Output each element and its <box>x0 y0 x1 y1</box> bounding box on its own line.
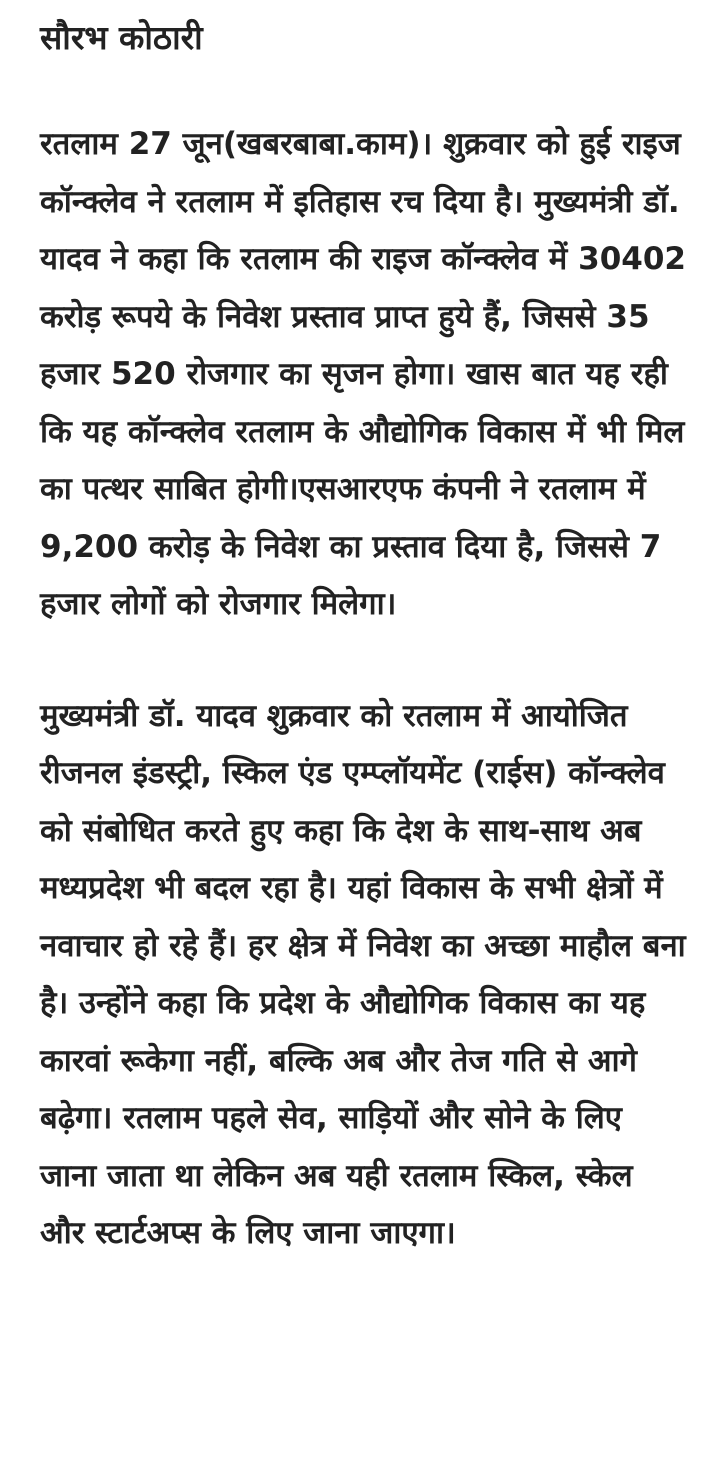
article-paragraph-2: मुख्यमंत्री डॉ. यादव शुक्रवार को रतलाम में आयोजित रीजनल इंडस्ट्री, स्किल एंड एम्प्लॉयमेंट (राईस) कॉन्क्लेव को संबोधित करते हुए कहा कि देश के साथ-साथ अब मध्यप्रदेश भी बदल रहा है। यहां विकास के सभी क्षेत्रों में नवाचार हो रहे हैं। हर क्षेत्र में निवेश का अच्छा माहौल बना है। उन्होंने कहा कि प्रदेश के औद्योगिक विकास का यह कारवां रूकेगा नहीं, बल्कि अब और तेज गति से आगे बढ़ेगा। रतलाम पहले सेव, साड़ियों और सोने के लिए जाना जाता था लेकिन अब यही रतलाम स्किल, स्केल और स्टार्टअप्स के लिए जाना जाएगा। <box>40 697 686 1251</box>
author-byline: सौरभ कोठारी <box>40 18 203 57</box>
article-paragraph-1: रतलाम 27 जून(खबरबाबा.काम)। शुक्रवार को हुई राइज कॉन्क्लेव ने रतलाम में इतिहास रच दिया है। मुख्यमंत्री डॉ. यादव ने कहा कि रतलाम की राइज कॉन्क्लेव में 30402 करोड़ रूपये के निवेश प्रस्ताव प्राप्त हुये हैं, जिससे 35 हजार 520 रोजगार का सृजन होगा। खास बात यह रही कि यह कॉन्क्लेव रतलाम के औद्योगिक विकास में भी मिल का पत्थर साबित होगी।एसआरएफ कंपनी ने रतलाम में 9,200 करोड़ के निवेश का प्रस्ताव दिया है, जिससे 7 हजार लोगों को रोजगार मिलेगा। <box>40 126 686 622</box>
